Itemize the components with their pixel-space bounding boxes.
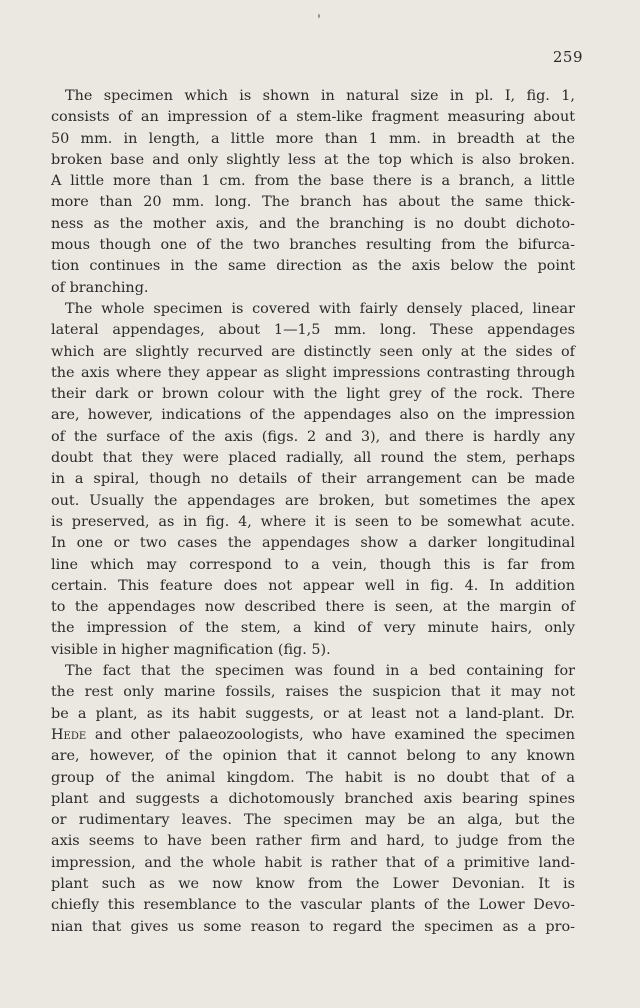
text-line: group of the animal kingdom. The habit is no doubt that of a	[51, 769, 575, 786]
text-line: to the appendages now described there is seen, at the margin of	[51, 599, 575, 616]
text-line: mous though one of the two branches resulting from the bifurca-	[51, 237, 575, 254]
text-line: in a spiral, though no details of their arrangement can be made	[51, 471, 575, 488]
text-line: doubt that they were placed radially, all round the stem, perhaps	[51, 450, 575, 467]
text-line: out. Usually the appendages are broken, but sometimes the apex	[51, 492, 575, 509]
text-line: is preserved, as in fig. 4, where it is seen to be somewhat acute.	[51, 513, 575, 530]
text-line: their dark or brown colour with the light grey of the rock. There	[51, 386, 575, 403]
body-text	[51, 86, 575, 938]
text-line: 50 mm. in length, a little more than 1 mm. in breadth at the	[51, 130, 575, 147]
text-line-rest: and other palaeozoologists, who have examined the specimen	[94, 726, 576, 743]
text-line: are, however, indications of the appendages also on the impression	[51, 407, 575, 424]
page-mark	[318, 14, 320, 18]
text-line: are, however, of the opinion that it cannot belong to any known	[51, 748, 575, 765]
text-line: plant and suggests a dichotomously branched axis bearing spines	[51, 790, 575, 807]
text-line	[51, 725, 575, 746]
text-line: which are slightly recurved are distinctly seen only at the sides of	[51, 343, 575, 360]
text-line: The fact that the specimen was found in a bed containing for	[65, 663, 575, 680]
text-line: nian that gives us some reason to regard the specimen as a pro-	[51, 918, 575, 935]
text-line: A little more than 1 cm. from the base there is a branch, a little	[51, 173, 575, 190]
text-line: or rudimentary leaves. The specimen may be an alga, but the	[51, 812, 575, 829]
text-line: be a plant, as its habit suggests, or at least not a land-plant. Dr.	[51, 705, 575, 722]
text-line: line which may correspond to a vein, though this is far from	[51, 556, 575, 573]
text-line: broken base and only slightly less at the top which is also broken.	[51, 151, 575, 168]
author-name: Hede	[51, 726, 87, 743]
text-line: the rest only marine fossils, raises the suspicion that it may not	[51, 684, 575, 701]
text-line: lateral appendages, about 1—1,5 mm. long. These appendages	[51, 322, 575, 339]
text-line: consists of an impression of a stem-like fragment measuring about	[51, 109, 575, 126]
text-line: certain. This feature does not appear well in fig. 4. In addition	[51, 577, 575, 594]
text-line: The specimen which is shown in natural size in pl. I, fig. 1,	[65, 88, 575, 104]
text-line: visible in higher magnification (fig. 5).	[51, 641, 331, 658]
text-line: more than 20 mm. long. The branch has about the same thick-	[51, 194, 575, 211]
text-line: plant such as we now know from the Lower Devonian. It is	[51, 875, 575, 892]
text-line: impression, and the whole habit is rather that of a primitive land-	[51, 854, 575, 871]
text-line: tion continues in the same direction as the axis below the point	[51, 258, 575, 275]
text-line: axis seems to have been rather firm and hard, to judge from the	[51, 833, 575, 850]
text-line: the axis where they appear as slight impressions contrasting through	[51, 364, 575, 381]
text-line: of the surface of the axis (figs. 2 and 3), and there is hardly any	[51, 428, 575, 445]
text-line: The whole specimen is covered with fairly densely placed, linear	[65, 300, 575, 317]
text-line: the impression of the stem, a kind of very minute hairs, only	[51, 620, 575, 637]
text-line: of branching.	[51, 279, 149, 296]
text-line: ness as the mother axis, and the branching is no doubt dichoto-	[51, 215, 575, 232]
page-number: 259	[552, 48, 583, 66]
text-line: chiefly this resemblance to the vascular plants of the Lower Devo-	[51, 897, 575, 914]
text-line: In one or two cases the appendages show a darker longitudinal	[51, 535, 575, 552]
